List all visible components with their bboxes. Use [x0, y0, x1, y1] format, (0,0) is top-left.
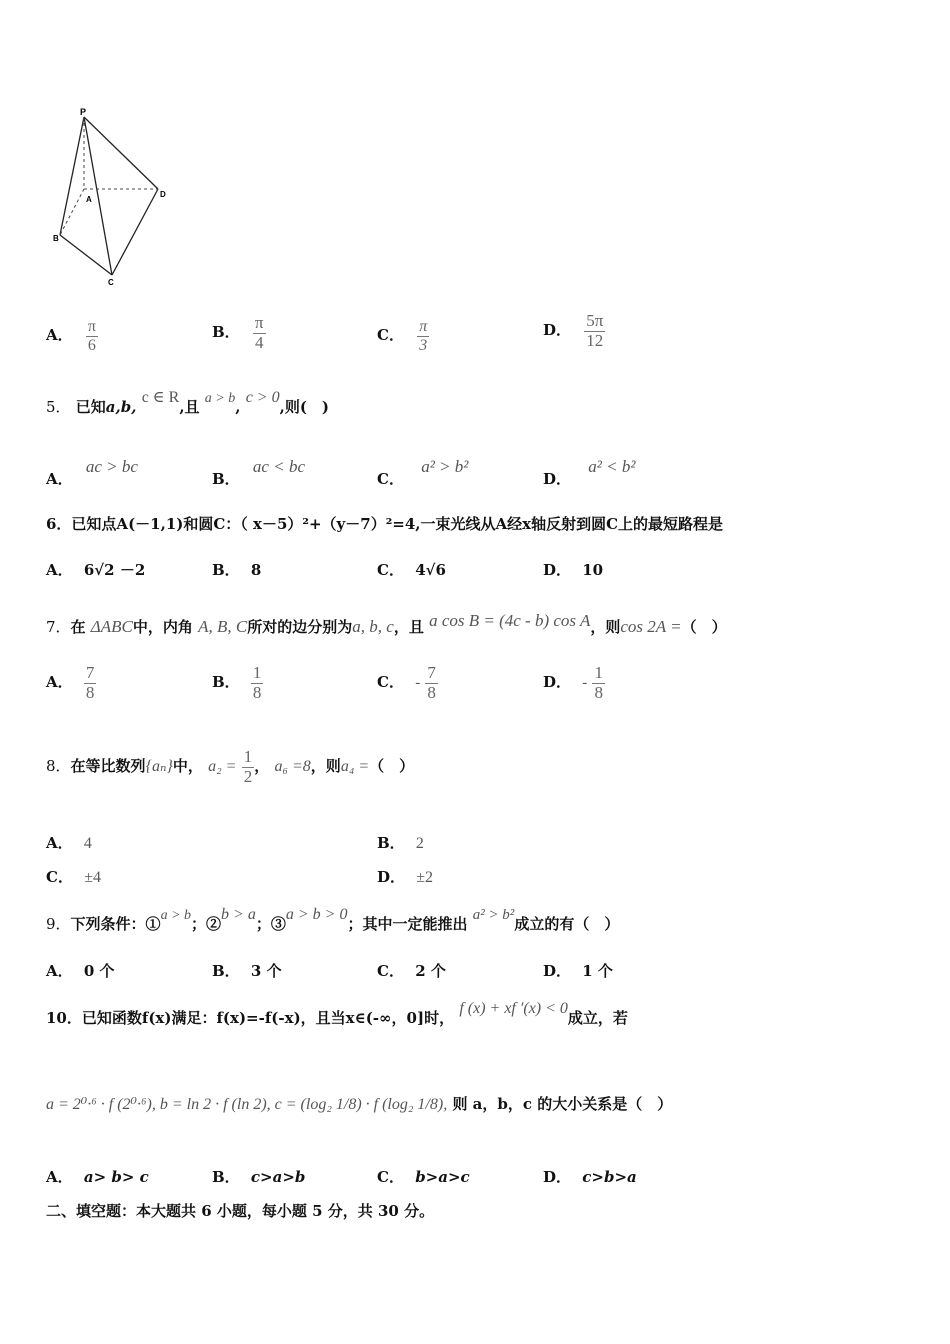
q10-option-c[interactable]: [377, 1166, 470, 1187]
q9-number: 9．: [46, 915, 71, 933]
frac-num: 7: [427, 663, 436, 682]
q7-math-sides: a, b, c: [352, 617, 394, 636]
q9-math-3: a > b > 0: [285, 906, 348, 923]
q10-option-d[interactable]: [543, 1166, 637, 1187]
q8-option-a[interactable]: [46, 832, 92, 853]
q10-text: 则 a，b，c 的大小关系是（ ）: [452, 1095, 673, 1113]
frac-den: 8: [85, 682, 95, 702]
frac-num: 7: [85, 663, 95, 682]
frac-den: 3: [417, 336, 429, 355]
label-a: A: [86, 195, 92, 204]
q4-option-c[interactable]: [377, 318, 429, 354]
option-label: B．: [377, 834, 405, 852]
option-label: A．: [46, 470, 73, 488]
q10-option-b[interactable]: [212, 1166, 305, 1187]
q10-text: 10．已知函数f(x)满足：f(x)=-f(-x)，且当x∈(-∞，0]时，: [46, 1009, 455, 1027]
option-label: C．: [377, 326, 404, 345]
q5-math-c-gt-0: c > 0: [245, 389, 280, 406]
q7-text: ，则: [590, 618, 621, 636]
q8-text: 中，: [172, 757, 203, 776]
label-b: B: [53, 234, 59, 243]
q7-math-triangle: ΔABC: [90, 617, 133, 636]
option-math: ac > bc: [85, 457, 138, 476]
option-label: C．: [377, 1168, 404, 1186]
q7-text: 所对的边分别为: [247, 618, 353, 636]
q6-option-a[interactable]: [46, 559, 145, 580]
option-text: 1 个: [582, 962, 613, 980]
q5-option-c[interactable]: [377, 456, 469, 488]
q9-math-1: a > b: [160, 908, 192, 923]
q6-option-b[interactable]: [212, 559, 261, 580]
q9-math-target: a² > b²: [472, 907, 515, 923]
option-label: D．: [543, 561, 572, 579]
option-math: ±4: [84, 869, 101, 886]
label-c: C: [108, 278, 114, 287]
option-math: a² > b²: [421, 457, 469, 476]
frac-num: 5π: [586, 311, 604, 330]
option-text: 3 个: [250, 962, 282, 980]
q7-stem: [46, 611, 727, 637]
q10-option-a[interactable]: [46, 1166, 149, 1187]
option-label: B．: [212, 323, 240, 342]
q9-option-c[interactable]: [377, 960, 446, 981]
option-text: a> b> c: [83, 1168, 149, 1186]
option-label: B．: [212, 470, 240, 488]
q8-text: ，则: [310, 757, 341, 776]
option-label: D．: [543, 1168, 572, 1186]
frac-den: 4: [253, 333, 266, 353]
q7-option-c[interactable]: [377, 664, 438, 702]
q9-option-d[interactable]: [543, 960, 613, 981]
option-label: C．: [46, 868, 73, 886]
q5-option-a[interactable]: [46, 456, 138, 488]
q7-math-condition: a cos B = (4c - b) cos A: [429, 611, 591, 630]
q5-math-c-in-r: c ∈ R: [141, 389, 180, 406]
q6-option-c[interactable]: [377, 559, 446, 580]
q6-option-d[interactable]: [543, 559, 603, 580]
q7-text: 中，内角: [132, 618, 193, 636]
q8-text: 在等比数列: [70, 757, 146, 776]
option-math: 2: [415, 835, 424, 852]
q5-text: ,: [235, 398, 241, 416]
q8-option-d[interactable]: [377, 866, 433, 887]
q6-stem: 6．已知点A(－1,1)和圆C：（ x－5）²+（y－7）²=4,一束光线从A经x轴反射到圆C上的最短路程是: [46, 515, 724, 533]
q5-number: 5．: [46, 398, 71, 416]
option-label: A．: [46, 561, 73, 579]
q9-stem: [46, 906, 620, 934]
option-label: B．: [212, 561, 240, 579]
q5-option-d[interactable]: [543, 456, 636, 488]
frac-num: 1: [252, 663, 262, 682]
frac-num: 1: [594, 663, 603, 682]
option-text: 2 个: [415, 962, 446, 980]
q5-math-a-gt-b: a > b: [204, 391, 236, 406]
q9-text: ；②: [191, 915, 222, 933]
q7-option-a[interactable]: [46, 664, 96, 702]
q8-math-a6: a₆ =8: [274, 758, 311, 776]
option-text: c>a>b: [250, 1168, 306, 1186]
q8-text: ，: [254, 757, 270, 776]
q4-option-a[interactable]: [46, 318, 98, 354]
option-sign: -: [415, 675, 421, 692]
q7-math-cos2a: cos 2A =: [620, 617, 682, 636]
option-label: B．: [212, 962, 240, 980]
q7-option-d[interactable]: [543, 664, 605, 702]
q8-option-b[interactable]: [377, 832, 424, 853]
frac-den: 12: [584, 331, 605, 351]
frac-den: 8: [594, 682, 603, 702]
q8-math-a4: a₄ =: [340, 758, 370, 776]
option-text: b>a>c: [415, 1168, 470, 1186]
option-label: A．: [46, 1168, 73, 1186]
option-label: A．: [46, 962, 73, 980]
q7-text: ，且: [393, 618, 424, 636]
section-2-heading: 二、填空题：本大题共 6 小题，每小题 5 分，共 30 分。: [46, 1202, 435, 1220]
q8-option-c[interactable]: [46, 866, 101, 887]
q7-text: （ ）: [681, 618, 727, 636]
option-label: D．: [543, 673, 572, 692]
q8-number: 8．: [46, 757, 71, 776]
q10-formula-line: [46, 1093, 672, 1114]
q5-text: 已知: [75, 398, 106, 416]
label-d: D: [160, 190, 166, 199]
option-label: C．: [377, 962, 404, 980]
q7-number: 7．: [46, 618, 71, 636]
frac-den: 2: [243, 766, 253, 786]
frac-den: 8: [252, 682, 262, 702]
q5-stem: [46, 389, 330, 417]
option-text: 8: [250, 561, 262, 579]
option-label: A．: [46, 834, 73, 852]
option-label: A．: [46, 673, 73, 692]
q10-text: 成立，若: [567, 1009, 628, 1027]
option-math: 4: [83, 835, 92, 852]
frac-num: π: [419, 318, 428, 335]
label-p: P: [80, 107, 87, 117]
q10-math-condition: f (x) + xf ′(x) < 0: [459, 1000, 568, 1017]
option-label: B．: [212, 673, 240, 692]
option-label: D．: [377, 868, 406, 886]
q5-text: ,则( ): [279, 398, 330, 416]
option-math: a² < b²: [588, 457, 636, 476]
q8-stem: [46, 748, 414, 786]
q7-option-b[interactable]: [212, 664, 263, 702]
option-text: 10: [582, 561, 604, 579]
q10-math-abc: a = 2⁰·⁶ · f (2⁰·⁶), b = ln 2 · f (ln 2), c = (log₂ 1/8) · f (log₂ 1/8),: [46, 1096, 448, 1113]
q5-vars: a,b,: [105, 398, 137, 416]
option-label: C．: [377, 470, 404, 488]
option-label: B．: [212, 1168, 240, 1186]
option-label: C．: [377, 673, 404, 692]
q7-text: 在: [70, 618, 86, 636]
option-label: C．: [377, 561, 404, 579]
frac-num: 1: [243, 747, 253, 766]
q9-math-2: b > a: [221, 906, 256, 923]
q8-math-a2: a₂ =: [208, 758, 237, 776]
frac-den: 8: [427, 682, 436, 702]
option-label: D．: [543, 470, 572, 488]
option-text: 6√2 －2: [83, 561, 146, 579]
q9-text: 成立的有（ ）: [514, 915, 620, 933]
frac-den: 6: [86, 336, 98, 355]
frac-num: π: [87, 318, 96, 335]
option-text: 0 个: [83, 962, 115, 980]
option-label: D．: [543, 321, 572, 340]
q4-option-d[interactable]: [543, 312, 605, 350]
option-math: ac < bc: [252, 457, 305, 476]
option-text: 4√6: [415, 561, 446, 579]
q9-text: 下列条件：①: [70, 915, 161, 933]
q9-option-b[interactable]: [212, 960, 282, 981]
option-math: ±2: [416, 869, 434, 886]
q5-text: ,且: [179, 398, 200, 416]
q5-option-b[interactable]: [212, 456, 305, 488]
q9-text: ；③: [255, 915, 286, 933]
frac-num: π: [254, 313, 264, 332]
option-text: c>b>a: [582, 1168, 637, 1186]
q8-math-sequence: {aₙ}: [145, 758, 173, 776]
q9-text: ；其中一定能推出: [347, 915, 468, 933]
q4-option-b[interactable]: [212, 314, 266, 352]
option-label: A．: [46, 326, 73, 345]
q9-option-a[interactable]: [46, 960, 115, 981]
option-sign: -: [582, 675, 588, 692]
pyramid-figure: [50, 105, 180, 290]
option-label: D．: [543, 962, 572, 980]
q10-stem: [46, 1000, 628, 1028]
q7-math-angles: A, B, C: [198, 617, 248, 636]
q8-text: （ ）: [369, 757, 415, 776]
